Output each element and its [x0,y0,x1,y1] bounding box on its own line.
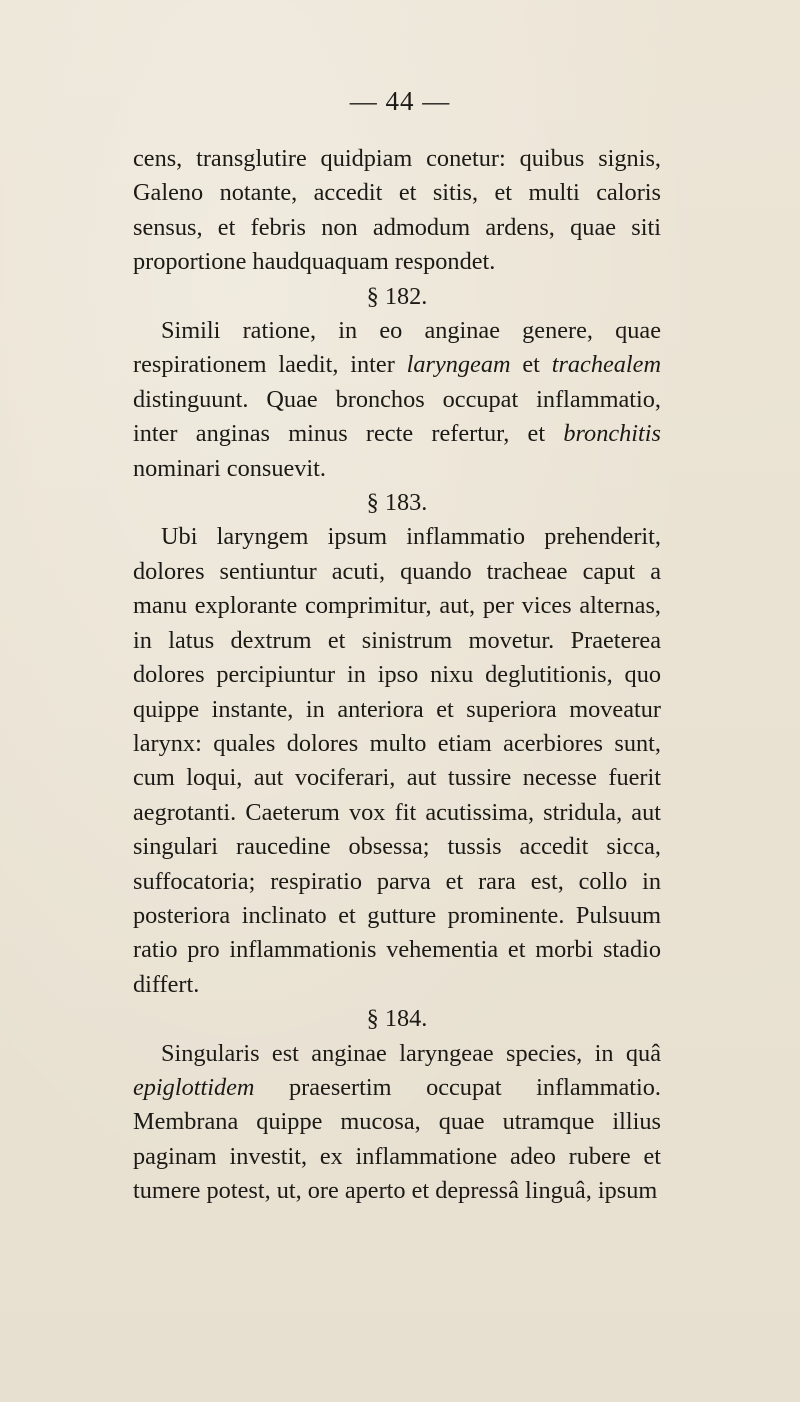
text-run: Singularis est anginae laryngeae species, in quâ [161,1039,661,1067]
italic-term-trachealem: trachealem [551,351,662,379]
section-heading-183: § 183. [366,489,428,517]
body-text [133,142,661,1209]
running-head-page-number: — 44 — [349,86,451,116]
paragraph-continuation: cens, transglutire quidpiam conetur: quibus signis, Galeno notante, accedit et sitis, et multi caloris sensus, et febris non admodum ardens, quae siti proportione haudquaquam respondet. [133,145,661,276]
italic-term-bronchitis: bronchitis [563,420,661,448]
paragraph-182 [133,314,661,486]
italic-term-epiglottidem: epiglottidem [133,1073,255,1101]
paragraph-184 [133,1037,661,1209]
text-run: praesertim occupat inflammatio. Membrana quippe mucosa, quae utramque illius paginam investit, ex inflammatione adeo rubere et tumere potest, ut, ore aperto et depressâ linguâ, ipsum [133,1073,661,1205]
section-heading-182: § 182. [366,282,428,310]
italic-term-laryngeam: laryngeam [406,351,511,379]
section-heading-184: § 184. [366,1005,428,1033]
text-run: distinguunt. Quae bronchos occupat inflammatio, inter anginas minus recte refertur, et [133,385,661,448]
text-run: Simili ratione, in eo anginae genere, quae respirationem laedit, inter [133,317,661,379]
text-run: nominari consuevit. [133,454,326,482]
text-run: et [510,351,552,379]
paragraph-183: Ubi laryngem ipsum inflammatio prehenderit, dolores sentiuntur acuti, quando tracheae caput a manu explorante comprimitur, aut, per vices alternas, in latus dextrum et sinistrum movetur. Praeterea dolores percipiuntur in ipso nixu deglutitionis, quo quippe instante, in anteriora et superiora moveatur larynx: quales dolores multo etiam acerbiores sunt, cum loqui, aut vociferari, aut tussire necesse fuerit aegrotanti. Caeterum vox fit acutissima, stridula, aut singulari raucedine obsessa; tussis accedit sicca, suffocatoria; respiratio parva et rara est, collo in posteriora inclinato et gutture prominente. Pulsuum ratio pro inflammationis vehementia et morbi stadio differt. [133,523,661,998]
